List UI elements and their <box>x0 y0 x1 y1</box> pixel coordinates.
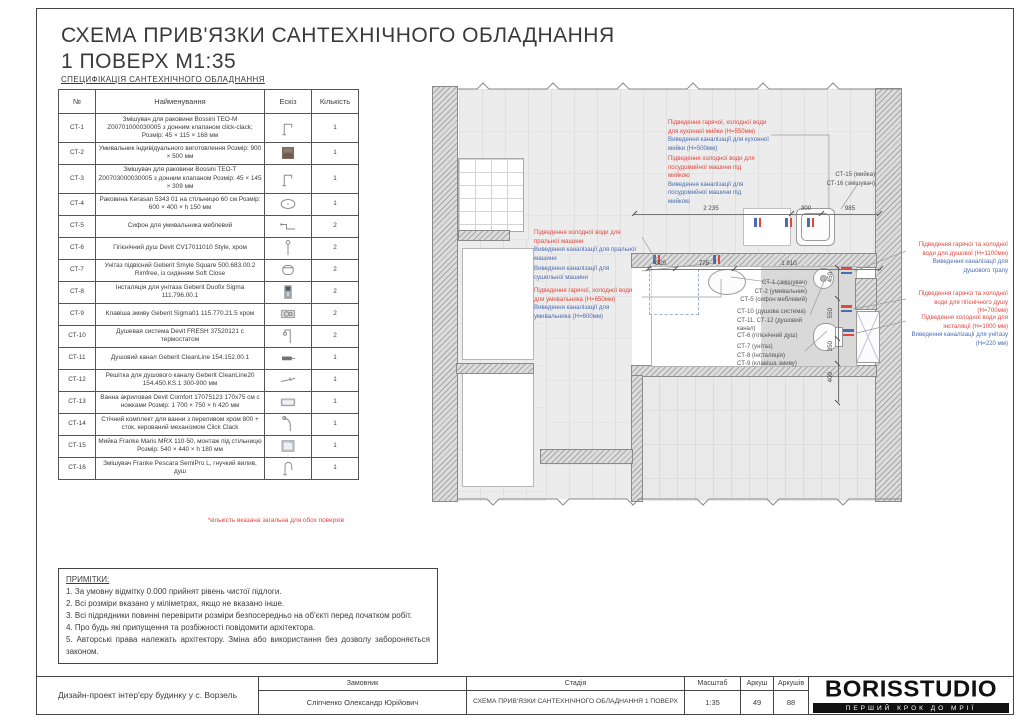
row-sketch <box>265 391 312 413</box>
notes-heading: ПРИМІТКИ: <box>66 575 110 584</box>
studio-logo <box>809 677 1013 714</box>
table-row <box>59 325 359 347</box>
annotation-hygienic <box>908 290 1008 316</box>
row-number: СТ-5 <box>59 215 96 237</box>
spec-heading: СПЕЦИФІКАЦІЯ САНТЕХНІЧНОГО ОБЛАДНАННЯ <box>61 75 265 84</box>
dim-label: 1 810 <box>781 260 797 267</box>
row-sketch <box>265 142 312 164</box>
row-sketch <box>265 435 312 457</box>
col-header-sketch: Ескіз <box>265 90 312 114</box>
grate-icon <box>276 377 300 384</box>
row-sketch <box>265 281 312 303</box>
toilet-icon <box>276 267 300 274</box>
hand-shower-icon <box>276 245 300 252</box>
annotation-line: Підведення гарячої, холодної води для умивальника (Н=650мм) <box>534 287 633 303</box>
note-item: 5. Авторські права належать архітектору. Зміна або використання без дозволу забороняється законом. <box>66 635 430 656</box>
annotation-line: Підведення гарячої та холодної води для душової (Н=1100мм) <box>918 241 1008 257</box>
annotation-line: СТ-5 (сифон меблевий) <box>740 296 807 304</box>
annotation-line: Підведення гарячої, холодної води для кухонної мийки (Н=550мм) <box>668 119 767 135</box>
col-header-num: № <box>59 90 96 114</box>
annotation-line: Підведення холодної води для інсталяції (Н=1000 мм) <box>921 314 1008 330</box>
shower-channel-icon <box>276 355 300 362</box>
spec-header-row <box>59 90 359 114</box>
table-row <box>59 114 359 143</box>
vanity-icon <box>276 150 300 157</box>
row-sketch <box>265 413 312 435</box>
row-name: Змішувач Franke Pescara SemiPro L, гнучкий вилив, душ <box>96 457 265 479</box>
row-sketch <box>265 369 312 391</box>
row-number: СТ-16 <box>59 457 96 479</box>
annotation-line: Виведення каналізації для посудомийної машини під мийкою <box>668 180 744 205</box>
label-fix4 <box>737 343 817 369</box>
annotation-line: СТ-11, СТ-12 (душовий канал) <box>737 316 803 333</box>
col-header-qty: Кількість <box>312 90 359 114</box>
stage-cell <box>467 677 685 714</box>
bathtub-icon <box>276 399 300 406</box>
annotation-kitchen-sink <box>668 119 772 153</box>
annotation-dishwasher <box>668 155 764 206</box>
row-name: Клавіша змиву Geberit Sigma01 115.770.21.5 хром <box>96 303 265 325</box>
annotation-line: Виведення каналізації для кухонної мийки (Н=500мм) <box>668 136 769 152</box>
table-row <box>59 237 359 259</box>
flush-plate-icon <box>276 311 300 318</box>
logo-tagline: ПЕРШИЙ КРОК ДО МРІЇ <box>813 703 1009 713</box>
row-quantity: 1 <box>312 435 359 457</box>
client-label: Замовник <box>259 677 466 691</box>
scale-value: 1:35 <box>705 697 720 707</box>
annotation-line: Виведення каналізації для умивальника (Н=600мм) <box>534 304 610 320</box>
stage-label: Стадія <box>467 677 684 691</box>
table-row <box>59 281 359 303</box>
note-item: 4. Про будь які припущення та розбіжності повідомити архітектора. <box>66 623 316 632</box>
dim-label: 350 <box>827 341 834 352</box>
annotation-line: СТ-9 (клавіша змиву) <box>737 360 797 368</box>
row-quantity: 1 <box>312 391 359 413</box>
table-row <box>59 413 359 435</box>
row-quantity: 1 <box>312 164 359 193</box>
dim-label: 2 235 <box>703 205 719 212</box>
row-sketch <box>265 303 312 325</box>
drain-kit-icon <box>276 421 300 428</box>
sheet-value: 49 <box>752 697 762 707</box>
dim-label: 450 <box>827 272 834 283</box>
client-cell <box>259 677 467 714</box>
row-quantity: 1 <box>312 457 359 479</box>
notes-list <box>66 586 430 658</box>
row-number: СТ-3 <box>59 164 96 193</box>
table-row <box>59 435 359 457</box>
row-number: СТ-13 <box>59 391 96 413</box>
dimension-line-top <box>634 214 879 215</box>
annotation-line: Підведення холодної води для посудомийної машини під мийкою <box>668 155 755 180</box>
kitchen-sink-icon <box>276 443 300 450</box>
row-name: Душевая система Devit FRESH 37520121 с термостатом <box>96 325 265 347</box>
annotation-line: Виведення каналізації для пральної машини <box>534 246 637 262</box>
shower-system-icon <box>276 333 300 340</box>
row-sketch <box>265 457 312 479</box>
row-quantity: 2 <box>312 325 359 347</box>
basin-icon <box>276 201 300 208</box>
row-quantity: 1 <box>312 347 359 369</box>
table-row <box>59 193 359 215</box>
table-row <box>59 457 359 479</box>
logo-name: BORISSTUDIO <box>824 676 998 703</box>
scale-label: Масштаб <box>685 677 740 691</box>
row-quantity: 1 <box>312 413 359 435</box>
row-quantity: 2 <box>312 281 359 303</box>
notes-box <box>58 568 438 664</box>
annotation-line: СТ-2 (умивальник) <box>754 287 807 295</box>
row-number: СТ-2 <box>59 142 96 164</box>
annotation-line: Виведення каналізації для сушильної машини <box>534 265 610 281</box>
sheets-cell <box>774 677 809 714</box>
stage-value: СХЕМА ПРИВ'ЯЗКИ САНТЕХНІЧНОГО ОБЛАДНАННЯ 1 ПОВЕРХ <box>473 698 678 706</box>
row-number: СТ-8 <box>59 281 96 303</box>
row-name: Раковина Kerasan 5343 01 на стільницю 60 см Розмір: 600 × 400 × h 150 мм <box>96 193 265 215</box>
row-quantity: 1 <box>312 369 359 391</box>
dimension-line-mid <box>648 269 881 270</box>
annotation-line: СТ-15 (мийка) <box>835 171 875 178</box>
row-number: СТ-11 <box>59 347 96 369</box>
title-block <box>37 676 1013 714</box>
annotation-line: СТ-16 (змішувач) <box>826 179 875 187</box>
row-number: СТ-15 <box>59 435 96 457</box>
row-number: СТ-14 <box>59 413 96 435</box>
row-number: СТ-7 <box>59 259 96 281</box>
row-name: Змішувач для раковини Bossini TEO-M Z00701000030005 з донним клапаном click-clack; Розмір: 45 × 115 × 168 мм <box>96 114 265 143</box>
drawing-sheet <box>36 8 1014 715</box>
row-quantity: 1 <box>312 193 359 215</box>
installation-icon <box>276 289 300 296</box>
row-quantity: 2 <box>312 259 359 281</box>
row-number: СТ-10 <box>59 325 96 347</box>
table-row <box>59 303 359 325</box>
col-header-name: Найменування <box>96 90 265 114</box>
row-name: Умивальник індивідуального виготовлення Розмір: 900 × 500 мм <box>96 142 265 164</box>
row-sketch <box>265 347 312 369</box>
dim-label: 400 <box>827 372 834 383</box>
sheet-cell <box>741 677 774 714</box>
row-name: Мийка Franke Maris MRX 110-50, монтаж під стільницю Розмір: 540 × 440 × h 180 мм <box>96 435 265 457</box>
table-row <box>59 215 359 237</box>
sheets-value: 88 <box>786 697 796 707</box>
dim-label: 985 <box>844 205 856 212</box>
row-sketch <box>265 259 312 281</box>
row-name: Унітаз підвісний Geberit Smyle Square 500.683.00.2 Rimfree, із сидінням Soft Close <box>96 259 265 281</box>
note-item: 1. За умовну відмітку 0.000 прийнят рівень чистої підлоги. <box>66 587 282 596</box>
row-sketch <box>265 193 312 215</box>
row-sketch <box>265 215 312 237</box>
dimension-line-vert <box>838 267 839 402</box>
row-name: Гігієнічний душ Devit CV17011010 Style, хром <box>96 237 265 259</box>
row-quantity: 2 <box>312 237 359 259</box>
note-item: 2. Всі розміри вказано у міліметрах, якщо не вказано інше. <box>66 599 285 608</box>
annotation-dryer <box>534 265 640 282</box>
row-name: Інсталяція для унітаза Geberit Duofix Sigma 111.796.00.1 <box>96 281 265 303</box>
dim-label: 300 <box>800 205 812 212</box>
annotation-line: Підведення холодної води для пральної машини <box>534 229 621 245</box>
client-value: Сліпченко Олександр Юрійович <box>306 697 419 707</box>
table-row <box>59 142 359 164</box>
siphon-icon <box>276 223 300 230</box>
project-name: Дизайн-проект інтер'єру будинку у с. Ворзель <box>37 677 259 714</box>
row-number: СТ-12 <box>59 369 96 391</box>
spec-table <box>58 89 359 480</box>
annotation-line: СТ-7 (унітаз) <box>737 343 773 350</box>
floor-plan <box>421 79 1013 531</box>
dim-label: 775 <box>698 260 710 267</box>
note-item: 3. Всі підрядники повинні перевірити розміри безпосередньо на об'єкті перед початком робіт. <box>66 611 413 620</box>
row-number: СТ-6 <box>59 237 96 259</box>
label-fix3 <box>737 332 817 341</box>
row-number: СТ-9 <box>59 303 96 325</box>
table-row <box>59 369 359 391</box>
annotation-ct15-ct16 <box>783 171 875 188</box>
dim-label: 550 <box>827 308 834 319</box>
scale-cell <box>685 677 741 714</box>
row-quantity: 2 <box>312 303 359 325</box>
annotation-line: СТ-10 (душова система) <box>737 308 806 315</box>
row-name: Душовий канал Geberit CleanLine 154.152.00.1 <box>96 347 265 369</box>
row-sketch <box>265 164 312 193</box>
faucet-icon <box>276 125 300 132</box>
row-name: Решітка для душового каналу Geberit CleanLine20 154.450.KS.1 300-900 мм <box>96 369 265 391</box>
annotation-washer <box>534 229 640 263</box>
spec-footnote: *кількість вказана загальна для обох поверхів <box>207 517 344 524</box>
faucet-icon <box>276 176 300 183</box>
annotation-toilet <box>908 314 1008 348</box>
row-sketch <box>265 237 312 259</box>
dim-label: 325 <box>655 260 667 267</box>
page-title <box>61 23 615 76</box>
row-name: Змішувач для раковини Bossini TEO-T Z00703000030005 з донним клапаном Розмір: 45 × 145 × 309 мм <box>96 164 265 193</box>
sheets-label: Аркушів <box>774 677 808 691</box>
table-row <box>59 347 359 369</box>
annotation-line: Підведення гарячої та холодної води для гігієнічного душу (Н=700мм) <box>918 290 1008 315</box>
pro-faucet-icon <box>276 465 300 472</box>
page-title-line1: СХЕМА ПРИВ'ЯЗКИ САНТЕХНІЧНОГО ОБЛАДНАННЯ <box>61 24 615 47</box>
annotation-vanity <box>534 287 642 321</box>
label-fix1 <box>707 279 807 305</box>
row-quantity: 2 <box>312 215 359 237</box>
table-row <box>59 259 359 281</box>
sheet-label: Аркуш <box>741 677 773 691</box>
annotation-line: Виведення каналізації для душового трапу <box>932 258 1008 274</box>
table-row <box>59 391 359 413</box>
annotation-shower <box>908 241 1008 275</box>
page-title-line2: 1 ПОВЕРХ М1:35 <box>61 50 237 74</box>
annotation-line: СТ-8 (інсталяція) <box>737 351 785 359</box>
row-name: Ванна акриловая Devit Comfort 17075123 170х75 см с ножками Розмір: 1 700 × 750 × h 420 мм <box>96 391 265 413</box>
row-number: СТ-1 <box>59 114 96 143</box>
annotation-line: СТ-6 (гігієнічний душ) <box>737 332 798 339</box>
row-sketch <box>265 114 312 143</box>
row-quantity: 1 <box>312 114 359 143</box>
row-number: СТ-4 <box>59 193 96 215</box>
table-row <box>59 164 359 193</box>
row-name: Стічний комплект для ванни з переливом хром 800 + сток, керований механізмом Click Clack <box>96 413 265 435</box>
annotation-line: СТ-1 (змішувач) <box>762 279 807 286</box>
row-name: Сифон для умивальника меблевий <box>96 215 265 237</box>
annotation-line: Виведення каналізації для унітазу (Н=220 мм) <box>911 331 1008 347</box>
label-fix2 <box>737 308 811 334</box>
row-sketch <box>265 325 312 347</box>
row-quantity: 1 <box>312 142 359 164</box>
